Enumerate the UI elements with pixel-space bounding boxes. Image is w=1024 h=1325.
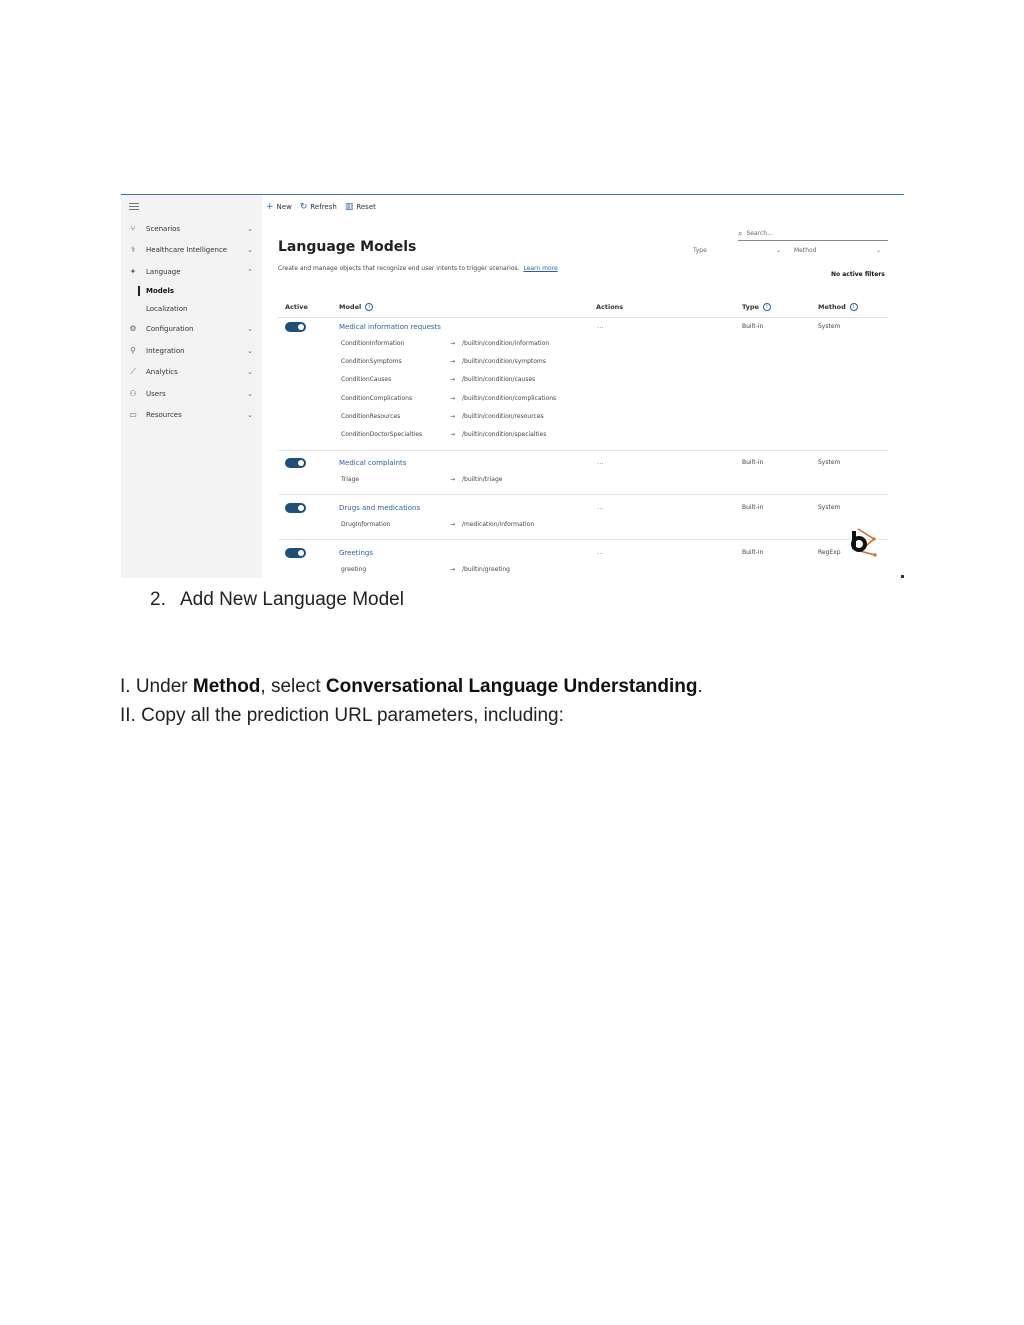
reset-button[interactable]: ▥ Reset	[344, 202, 376, 212]
page-title: Language Models	[278, 239, 417, 255]
active-toggle[interactable]	[285, 548, 306, 558]
intent-name: ConditionInformation	[341, 340, 405, 347]
language-icon: ✦	[129, 267, 137, 276]
method-filter[interactable]: Method	[794, 247, 817, 254]
row-divider	[278, 450, 888, 451]
chevron-down-icon: ⌄	[247, 347, 253, 355]
type-value: Built-in	[742, 323, 764, 330]
row-divider	[278, 494, 888, 495]
intent-route: /medication/information	[462, 521, 535, 528]
intent-route: /builtin/greeting	[462, 566, 510, 573]
arrow-right-icon: →	[450, 431, 456, 438]
refresh-button[interactable]: ↻ Refresh	[299, 202, 337, 212]
more-actions-icon[interactable]: ...	[597, 458, 604, 466]
model-link[interactable]: Medical complaints	[339, 459, 407, 467]
chevron-down-icon: ⌄	[876, 247, 882, 254]
chevron-down-icon: ⌄	[247, 225, 253, 233]
intent-name: greeting	[341, 566, 367, 573]
arrow-right-icon: →	[450, 413, 456, 420]
arrow-right-icon: →	[450, 358, 456, 365]
column-header-type: Type i	[742, 303, 771, 311]
row-divider	[278, 539, 888, 540]
type-value: Built-in	[742, 504, 764, 511]
column-header-actions: Actions	[596, 303, 624, 311]
intent-route: /builtin/condition/resources	[462, 413, 544, 420]
plus-icon: +	[266, 202, 274, 212]
type-value: Built-in	[742, 549, 764, 556]
chevron-up-icon: ⌃	[247, 268, 253, 276]
intent-name: ConditionDoctorSpecialties	[341, 431, 423, 438]
scenarios-icon: ⑂	[130, 224, 136, 233]
header-divider	[278, 317, 888, 318]
sidebar-item-users[interactable]: ⚇ Users ⌄	[121, 386, 262, 402]
method-value: System	[818, 459, 841, 466]
intent-route: /builtin/condition/specialties	[462, 431, 547, 438]
sidebar-item-configuration[interactable]: ⚙ Configuration ⌄	[121, 321, 262, 337]
method-value: System	[818, 504, 841, 511]
intent-name: DrugInformation	[341, 521, 391, 528]
no-active-filters-label: No active filters	[831, 271, 885, 278]
users-icon: ⚇	[129, 389, 137, 398]
healthcare-icon: ⚕	[130, 245, 136, 254]
toolbar	[262, 195, 904, 219]
info-icon[interactable]: i	[763, 303, 771, 311]
intent-name: Triage	[341, 476, 360, 483]
new-button[interactable]: + New	[266, 202, 292, 212]
intent-name: ConditionCauses	[341, 376, 392, 383]
intent-name: ConditionSymptoms	[341, 358, 402, 365]
refresh-icon: ↻	[299, 202, 308, 212]
resources-icon: ▭	[129, 410, 137, 419]
column-header-model: Model i	[339, 303, 373, 311]
type-filter[interactable]: Type	[693, 247, 707, 254]
sidebar-item-healthcare-intelligence[interactable]: ⚕ Healthcare Intelligence ⌄	[121, 242, 262, 258]
intent-name: ConditionComplications	[341, 395, 413, 402]
learn-more-link[interactable]: Learn more	[523, 265, 558, 272]
more-actions-icon[interactable]: ...	[597, 503, 604, 511]
intent-route: /builtin/condition/complications	[462, 395, 557, 402]
integration-icon: ⚲	[130, 346, 136, 355]
arrow-right-icon: →	[450, 376, 456, 383]
sidebar	[121, 195, 262, 578]
model-link[interactable]: Drugs and medications	[339, 504, 421, 512]
sidebar-item-integration[interactable]: ⚲ Integration ⌄	[121, 343, 262, 359]
embedded-screenshot	[121, 194, 904, 578]
column-header-active: Active	[285, 303, 308, 311]
chevron-down-icon: ⌄	[247, 246, 253, 254]
info-icon[interactable]: i	[850, 303, 858, 311]
sidebar-item-resources[interactable]: ▭ Resources ⌄	[121, 407, 262, 423]
instruction-line-2: II. Copy all the prediction URL parameters, including:	[120, 705, 564, 726]
configuration-icon: ⚙	[129, 324, 137, 333]
more-actions-icon[interactable]: ...	[597, 322, 604, 330]
analytics-icon: ⟋	[130, 367, 136, 376]
sidebar-item-analytics[interactable]: ⟋ Analytics ⌄	[121, 364, 262, 380]
active-toggle[interactable]	[285, 322, 306, 332]
column-header-method: Method i	[818, 303, 858, 311]
active-toggle[interactable]	[285, 503, 306, 513]
main-content	[262, 219, 904, 578]
step-number: 2.	[150, 589, 166, 610]
intent-route: /builtin/condition/information	[462, 340, 550, 347]
search-input[interactable]: ⌕ Search...	[738, 227, 888, 241]
sidebar-item-scenarios[interactable]: ⑂ Scenarios ⌄	[121, 221, 262, 237]
step-heading	[150, 589, 404, 611]
arrow-right-icon: →	[450, 476, 456, 483]
instruction-line-1: I. Under Method, select Conversational Language Understanding.	[120, 676, 703, 697]
active-indicator	[138, 286, 140, 296]
more-actions-icon[interactable]: ...	[597, 548, 604, 556]
hamburger-menu-icon[interactable]	[129, 203, 139, 211]
sidebar-subitem-models[interactable]: Models	[146, 287, 175, 295]
b-logo-icon	[848, 525, 878, 557]
intent-route: /builtin/condition/symptoms	[462, 358, 546, 365]
arrow-right-icon: →	[450, 340, 456, 347]
arrow-right-icon: →	[450, 566, 456, 573]
chevron-down-icon: ⌄	[247, 368, 253, 376]
sidebar-subitem-localization[interactable]: Localization	[146, 305, 188, 313]
trash-icon: ▥	[344, 202, 354, 212]
model-link[interactable]: Medical information requests	[339, 323, 441, 331]
chevron-down-icon: ⌄	[247, 411, 253, 419]
chevron-down-icon: ⌄	[776, 247, 782, 254]
model-link[interactable]: Greetings	[339, 549, 373, 557]
intent-route: /builtin/condition/causes	[462, 376, 536, 383]
search-icon: ⌕	[738, 228, 743, 238]
info-icon[interactable]: i	[365, 303, 373, 311]
intent-route: /builtin/triage	[462, 476, 503, 483]
active-toggle[interactable]	[285, 458, 306, 468]
page-subtitle: Create and manage objects that recognize end user intents to trigger scenarios. Learn more	[278, 265, 558, 272]
intent-name: ConditionResources	[341, 413, 401, 420]
method-value: RegExp	[818, 549, 841, 556]
step-title: Add New Language Model	[180, 589, 404, 610]
arrow-right-icon: →	[450, 521, 456, 528]
method-value: System	[818, 323, 841, 330]
arrow-right-icon: →	[450, 395, 456, 402]
type-value: Built-in	[742, 459, 764, 466]
chevron-down-icon: ⌄	[247, 325, 253, 333]
chevron-down-icon: ⌄	[247, 390, 253, 398]
sidebar-item-language[interactable]: ✦ Language ⌃	[121, 264, 262, 280]
